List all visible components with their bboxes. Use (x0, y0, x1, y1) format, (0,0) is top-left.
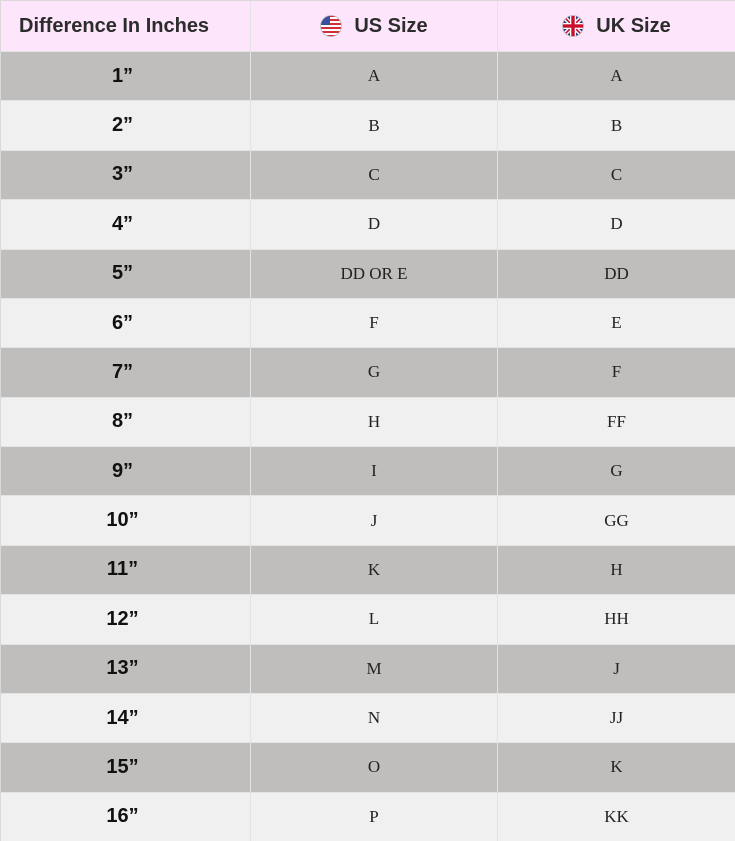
us-size-cell-value: P (369, 806, 379, 826)
inches-cell (1, 447, 251, 496)
inches-cell-value: 15” (106, 755, 139, 778)
us-size-cell-value: DD OR E (340, 263, 408, 283)
inches-cell-value: 16” (106, 805, 139, 828)
us-size-cell (251, 348, 498, 397)
us-size-cell-value: F (369, 313, 379, 333)
uk-size-cell (498, 299, 735, 348)
uk-size-cell-value: KK (604, 806, 629, 826)
inches-cell (1, 52, 251, 101)
inches-cell (1, 151, 251, 200)
us-size-cell (251, 694, 498, 743)
us-size-cell (251, 595, 498, 644)
uk-size-cell (498, 694, 735, 743)
us-size-cell-value: K (367, 559, 381, 579)
uk-flag-icon (562, 15, 584, 37)
uk-size-cell-value: D (610, 214, 623, 234)
us-size-cell-value: J (370, 510, 378, 530)
header-uk-size (498, 1, 735, 52)
us-size-cell (251, 101, 498, 150)
uk-size-cell-value: B (610, 115, 623, 135)
inches-cell-value: 5” (111, 262, 134, 285)
us-size-cell (251, 200, 498, 249)
inches-cell (1, 200, 251, 249)
us-size-cell-value: O (367, 757, 381, 777)
inches-cell (1, 299, 251, 348)
uk-size-cell-value: G (610, 461, 623, 481)
us-size-cell-value: L (368, 609, 380, 629)
uk-size-cell-value: A (610, 66, 623, 86)
us-size-cell-value: M (366, 658, 382, 678)
inches-cell (1, 694, 251, 743)
inches-cell (1, 101, 251, 150)
us-size-cell (251, 645, 498, 694)
inches-cell-value: 8” (111, 410, 134, 433)
us-size-cell-value: C (368, 164, 380, 184)
inches-cell (1, 645, 251, 694)
inches-cell-value: 4” (111, 212, 134, 235)
uk-size-cell-value: E (611, 313, 622, 333)
us-size-cell (251, 496, 498, 545)
uk-size-cell-value: JJ (609, 708, 624, 728)
uk-size-cell (498, 398, 735, 447)
us-size-cell (251, 793, 498, 841)
uk-size-cell (498, 200, 735, 249)
inches-cell-value: 9” (111, 459, 134, 482)
uk-size-cell (498, 348, 735, 397)
inches-cell (1, 250, 251, 299)
header-difference-in-inches (1, 1, 251, 52)
uk-size-cell (498, 447, 735, 496)
us-size-cell-value: I (371, 461, 377, 481)
inches-cell-value: 11” (106, 558, 139, 581)
inches-cell-value: 1” (111, 64, 134, 87)
inches-cell (1, 348, 251, 397)
us-size-cell (251, 250, 498, 299)
us-size-cell (251, 743, 498, 792)
us-size-cell (251, 52, 498, 101)
header-col2-label: US Size (354, 14, 428, 37)
uk-size-cell (498, 151, 735, 200)
inches-cell (1, 793, 251, 841)
uk-size-cell-value: GG (604, 510, 629, 530)
inches-cell-value: 3” (111, 163, 134, 186)
us-size-cell (251, 447, 498, 496)
us-size-cell-value: A (367, 66, 381, 86)
us-flag-icon (320, 15, 342, 37)
uk-size-cell (498, 595, 735, 644)
uk-size-cell (498, 52, 735, 101)
us-size-cell-value: B (368, 115, 380, 135)
uk-size-cell (498, 645, 735, 694)
inches-cell-value: 7” (111, 360, 134, 383)
us-size-cell-value: H (367, 411, 381, 431)
inches-cell-value: 2” (111, 114, 134, 137)
inches-cell-value: 10” (106, 509, 139, 532)
inches-cell (1, 546, 251, 595)
inches-cell (1, 743, 251, 792)
inches-cell-value: 14” (106, 706, 139, 729)
uk-size-cell (498, 496, 735, 545)
us-size-cell (251, 546, 498, 595)
header-col1-label: Difference In Inches (19, 14, 210, 37)
us-size-cell (251, 398, 498, 447)
inches-cell-value: 12” (106, 607, 139, 630)
uk-size-cell-value: K (610, 757, 623, 777)
us-size-cell-value: N (367, 708, 381, 728)
uk-size-cell-value: H (610, 559, 623, 579)
us-size-cell (251, 151, 498, 200)
us-size-cell (251, 299, 498, 348)
inches-cell (1, 398, 251, 447)
uk-size-cell-value: FF (607, 411, 626, 431)
inches-cell-value: 13” (106, 657, 139, 680)
inches-cell (1, 595, 251, 644)
header-us-size (251, 1, 498, 52)
uk-size-cell (498, 101, 735, 150)
uk-size-cell-value: J (613, 658, 620, 678)
us-size-cell-value: D (367, 214, 381, 234)
uk-size-cell-value: DD (604, 263, 629, 283)
uk-size-cell (498, 793, 735, 841)
inches-cell-value: 6” (111, 311, 134, 334)
uk-size-cell-value: F (611, 362, 622, 382)
uk-size-cell (498, 743, 735, 792)
us-size-cell-value: G (367, 362, 381, 382)
uk-size-cell-value: C (610, 164, 623, 184)
uk-size-cell-value: HH (604, 609, 629, 629)
uk-size-cell (498, 546, 735, 595)
inches-cell (1, 496, 251, 545)
uk-size-cell (498, 250, 735, 299)
header-col3-label: UK Size (596, 14, 671, 37)
